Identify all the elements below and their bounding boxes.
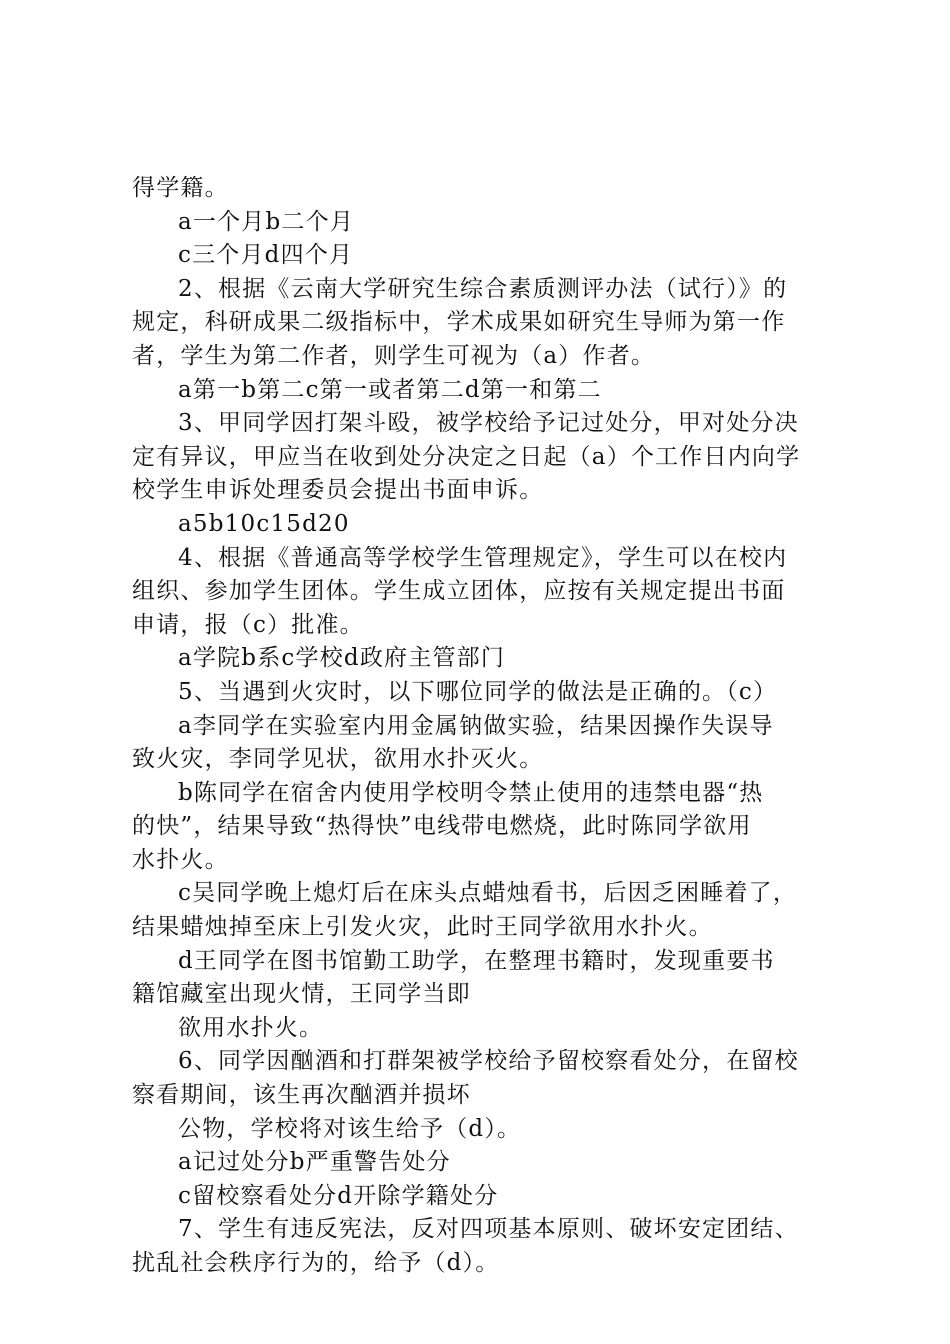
text-line: 定有异议，甲应当在收到处分决定之日起（a）个工作日内向学: [132, 443, 801, 470]
text-line: 公物，学校将对该生给予（d）。: [178, 1115, 522, 1142]
text-line: c留校察看处分d开除学籍处分: [178, 1182, 499, 1209]
text-line: a李同学在实验室内用金属钠做实验，结果因操作失误导: [178, 712, 774, 739]
text-line: c吴同学晚上熄灯后在床头点蜡烛看书，后因乏困睡着了，: [178, 880, 798, 907]
text-line: 者，学生为第二作者，则学生可视为（a）作者。: [132, 342, 656, 369]
text-line: 水扑火。: [132, 846, 229, 873]
text-line: 组织、参加学生团体。学生成立团体，应按有关规定提出书面: [132, 578, 786, 605]
text-line: a一个月b二个月: [178, 208, 355, 235]
text-line: a第一b第二c第一或者第二d第一和第二: [178, 376, 602, 403]
text-line: 籍馆藏室出现火情，王同学当即: [132, 981, 471, 1008]
text-line: a5b10c15d20: [178, 510, 350, 537]
text-line: a记过处分b严重警告处分: [178, 1149, 451, 1176]
text-line: 的快”，结果导致“热得快”电线带电燃烧，此时陈同学欲用: [132, 813, 752, 840]
document-body: [132, 172, 832, 1281]
text-line: 结果蜡烛掉至床上引发火灾，此时王同学欲用水扑火。: [132, 914, 713, 941]
text-line: a学院b系c学校d政府主管部门: [178, 645, 506, 672]
text-line: 6、同学因酗酒和打群架被学校给予留校察看处分，在留校: [178, 1048, 799, 1075]
text-line: 3、甲同学因打架斗殴，被学校给予记过处分，甲对处分决: [178, 410, 799, 437]
text-line: 规定，科研成果二级指标中，学术成果如研究生导师为第一作: [132, 309, 786, 336]
text-line: 7、学生有违反宪法，反对四项基本原则、破坏安定团结、: [178, 1216, 799, 1243]
text-line: c三个月d四个月: [178, 242, 354, 269]
text-line: 察看期间，该生再次酗酒并损坏: [132, 1082, 471, 1109]
text-line: 校学生申诉处理委员会提出书面申诉。: [132, 477, 544, 504]
text-line: 致火灾，李同学见状，欲用水扑灭火。: [132, 746, 544, 773]
text-line: 得学籍。: [132, 175, 229, 201]
text-line: 2、根据《云南大学研究生综合素质测评办法（试行）》的: [178, 275, 788, 302]
text-line: 扰乱社会秩序行为的，给予（d）。: [132, 1250, 500, 1276]
text-line: b陈同学在宿舍内使用学校明令禁止使用的违禁电器“热: [178, 779, 764, 806]
text-line: 5、当遇到火灾时，以下哪位同学的做法是正确的。（c）: [178, 678, 778, 705]
text-line: 4、根据《普通高等学校学生管理规定》，学生可以在校内: [178, 544, 788, 571]
text-line: d王同学在图书馆勤工助学，在整理书籍时，发现重要书: [178, 947, 775, 974]
text-line: 申请，报（c）批准。: [132, 611, 364, 638]
text-line: 欲用水扑火。: [178, 1014, 324, 1041]
